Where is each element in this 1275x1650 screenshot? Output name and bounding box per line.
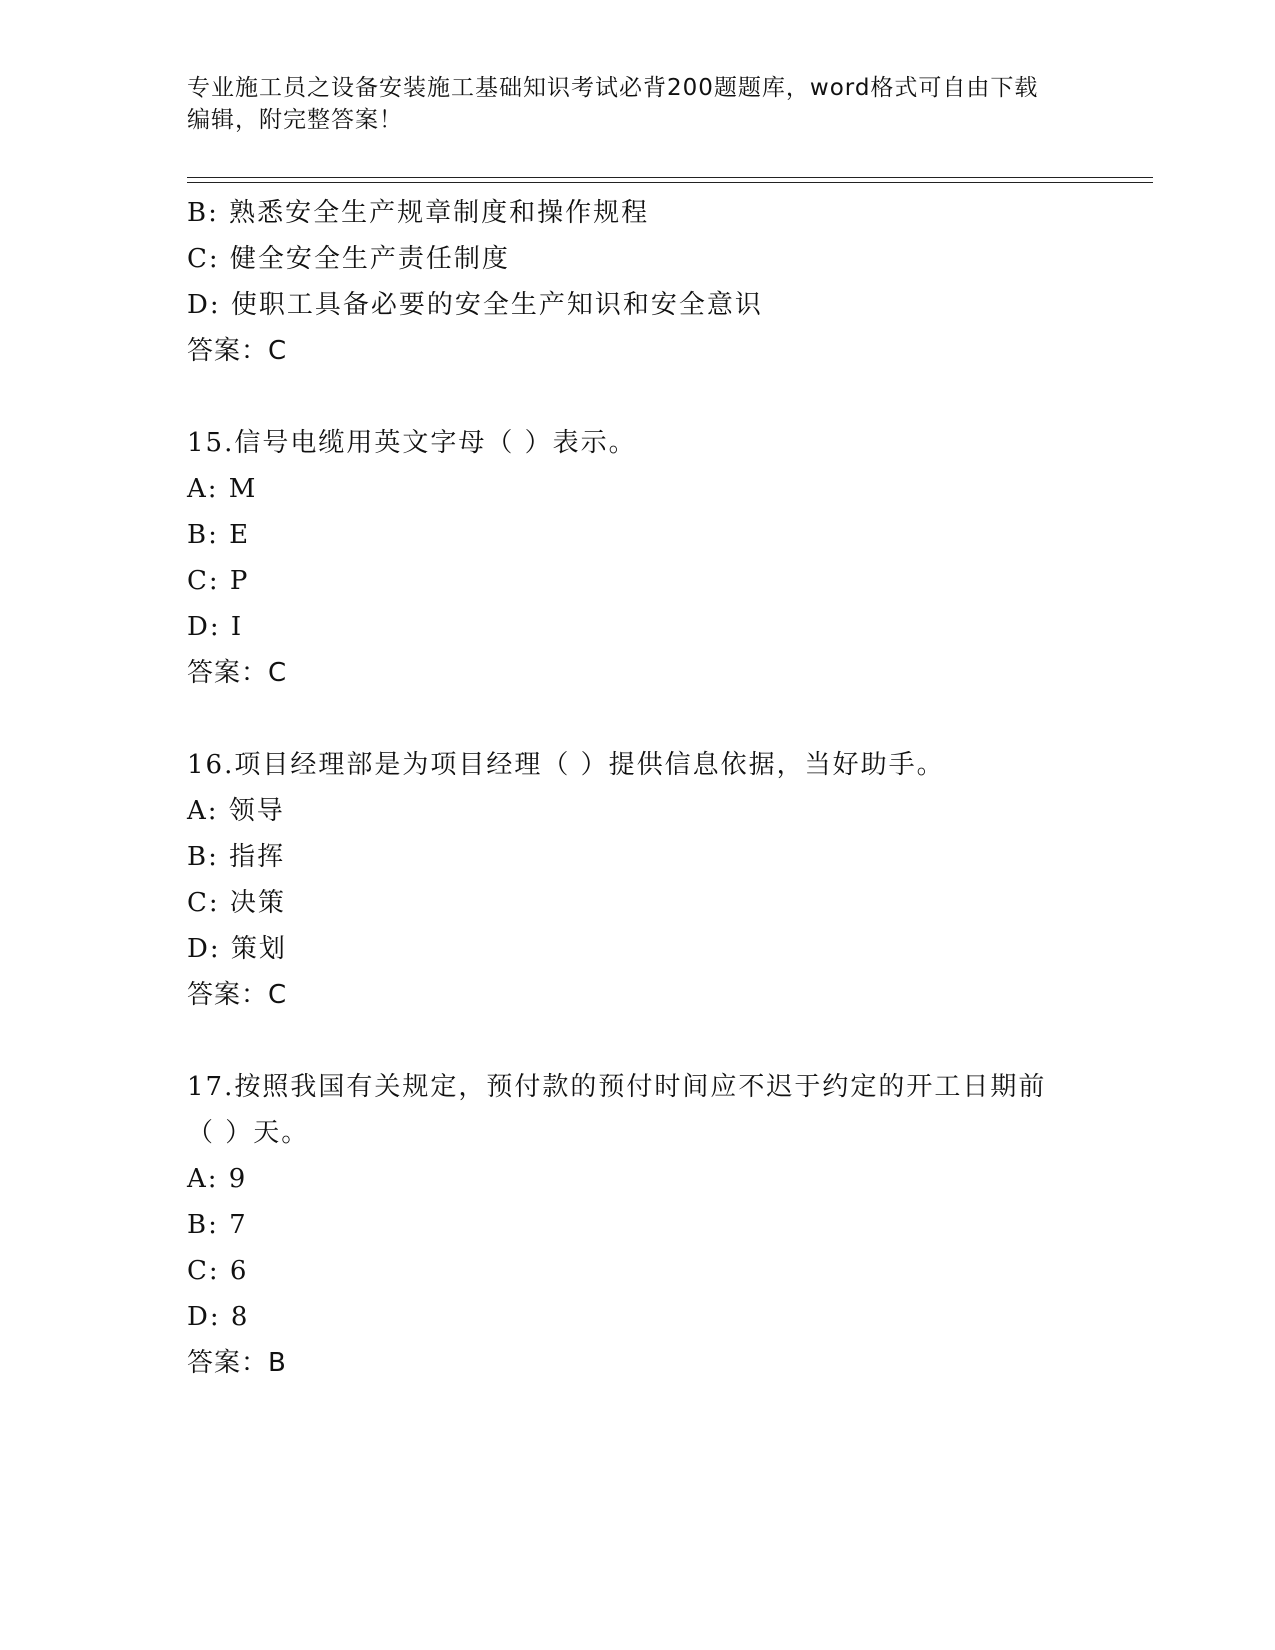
option-d: D: 8	[187, 1302, 250, 1332]
option-d: D: I	[187, 612, 244, 642]
question-text: 15.信号电缆用英文字母（ ）表示。	[187, 428, 637, 458]
option-b: B: E	[187, 520, 251, 550]
question-14	[187, 190, 1087, 374]
header-title-line-2: 编辑，附完整答案！	[187, 107, 403, 133]
answer: 答案：B	[187, 1348, 287, 1378]
question-text: 16.项目经理部是为项目经理（ ）提供信息依据，当好助手。	[187, 750, 945, 780]
question-15	[187, 420, 1087, 696]
option-c: C: 6	[187, 1256, 249, 1286]
option-c: C: P	[187, 566, 250, 596]
answer: 答案：C	[187, 658, 288, 688]
option-b: B: 7	[187, 1210, 248, 1240]
header-divider-top	[187, 177, 1153, 178]
header-title-line-1: 专业施工员之设备安装施工基础知识考试必背200题题库，word格式可自由下载	[187, 75, 1039, 101]
question-text-line-1: 17.按照我国有关规定，预付款的预付时间应不迟于约定的开工日期前	[187, 1072, 1047, 1102]
answer: 答案：C	[187, 980, 288, 1010]
document-header	[187, 72, 1087, 136]
option-b: B: 熟悉安全生产规章制度和操作规程	[187, 198, 650, 228]
spacer	[187, 1018, 1087, 1064]
header-divider-bottom	[187, 182, 1153, 183]
question-16	[187, 742, 1087, 1018]
option-b: B: 指挥	[187, 842, 286, 872]
option-d: D: 使职工具备必要的安全生产知识和安全意识	[187, 290, 763, 320]
option-a: A: 领导	[187, 796, 285, 826]
question-text-line-2: （ ）天。	[187, 1118, 310, 1148]
answer: 答案：C	[187, 336, 288, 366]
option-a: A: M	[187, 474, 258, 504]
spacer	[187, 696, 1087, 742]
question-17	[187, 1064, 1087, 1386]
option-a: A: 9	[187, 1164, 248, 1194]
option-d: D: 策划	[187, 934, 287, 964]
option-c: C: 健全安全生产责任制度	[187, 244, 510, 274]
question-list	[187, 190, 1087, 1386]
option-c: C: 决策	[187, 888, 286, 918]
spacer	[187, 374, 1087, 420]
